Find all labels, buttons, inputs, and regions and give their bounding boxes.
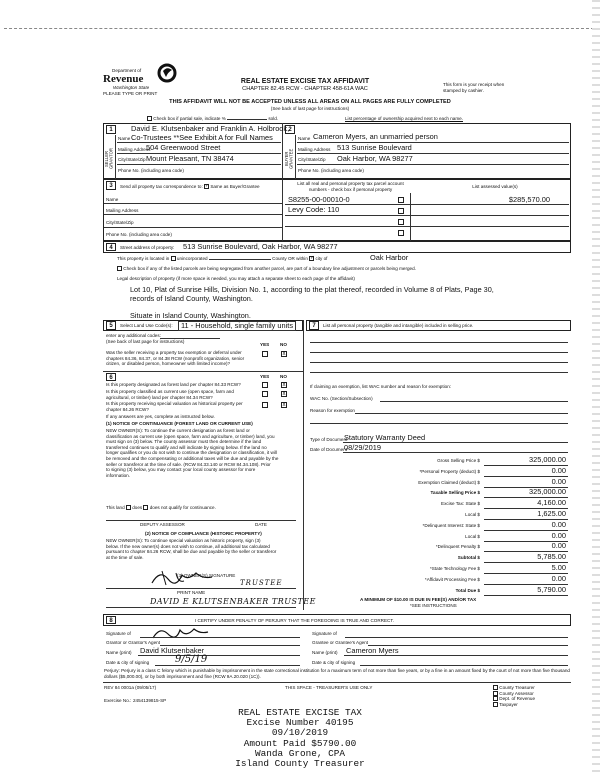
- p1-line: NEW OWNER(S): To continue the current designation as forest land or: [106, 428, 250, 433]
- fee-row-value[interactable]: 0.00: [551, 530, 566, 540]
- unincorporated-label: unincorporated: [176, 256, 208, 261]
- fee-row-label: Exemption Claimed (deduct) $: [418, 479, 480, 485]
- seller-mail[interactable]: 504 Greenwood Street: [146, 143, 221, 152]
- additional-codes-label: enter any additional codes:: [106, 333, 161, 338]
- rev-number: REV 84 0001a (09/05/17): [104, 685, 157, 690]
- seller-phone-label: Phone No. (including area code): [118, 168, 184, 173]
- personal-property-label: List all personal property (tangible and intangible) included in selling price.: [323, 323, 474, 328]
- land-use-select[interactable]: 11 - Household, single family units: [178, 321, 296, 331]
- legal-line-1: Lot 10, Plat of Sunrise Hills, Division No. 1, according to the plat thereof, recorded in Volume 8 of Plats, Page 30,: [130, 285, 494, 294]
- legal-desc-label: Legal description of property (if more space is needed, you may attach a separate sheet to each page of the affidavit): [117, 276, 355, 281]
- county-text: County OR within: [272, 256, 308, 261]
- parcel-header: List all real and personal property tax parcel account numbers - check box if personal property: [297, 181, 404, 192]
- fee-row-label: Gross Selling Price $: [437, 458, 480, 463]
- minimum-fee-note: A MINIMUM OF $10.00 IS DUE IN FEE(S) AND/OR TAX: [360, 597, 477, 602]
- p2-line: below. If the new owner(s) does not wish to continue, all additional tax calculated: [106, 543, 270, 549]
- fee-row-label: *Delinquent Interest: State $: [422, 522, 480, 528]
- location-row: [117, 256, 327, 262]
- land-use-see-back: (See back of last page for instructions): [106, 339, 185, 344]
- doc-type-label: Type of Document: [310, 437, 348, 442]
- grantor-date-label: Date & city of signing: [106, 660, 150, 665]
- section-7-number: 7: [309, 321, 319, 330]
- s6-q2-no-checkbox[interactable]: x: [282, 391, 286, 397]
- deputy-date-label: DATE: [255, 522, 267, 527]
- street-address-label: Street address of property:: [120, 245, 175, 250]
- fee-row-label: Taxable Selling Price $: [430, 490, 480, 496]
- stamp-line-6: Island County Treasurer: [235, 758, 365, 770]
- seller-mail-label: Mailing Address: [118, 147, 151, 152]
- does-label: does: [132, 505, 143, 510]
- section-3-number: 3: [106, 181, 116, 190]
- page-title: REAL ESTATE EXCISE TAX AFFIDAVIT: [240, 78, 370, 85]
- correspondence-row: [120, 184, 260, 190]
- s6-q3-no-checkbox[interactable]: x: [282, 402, 286, 408]
- correspondence-label: Send all property tax correspondence to:: [120, 184, 203, 189]
- fee-row-label: *Personal Property (deduct) $: [419, 468, 480, 474]
- fee-row-value[interactable]: 0.00: [551, 476, 566, 486]
- p1-line: classification as current use (open space, farm and agriculture, or timber) land, you: [106, 433, 275, 439]
- s6-yes-header: YES: [260, 374, 270, 379]
- excise-no-label: Exercise No.:: [104, 698, 132, 703]
- does-qualify-checkbox[interactable]: [126, 505, 131, 510]
- print-note: PLEASE TYPE OR PRINT: [103, 91, 158, 96]
- qualify-text: This land: [106, 505, 125, 510]
- exemption-question: Was the seller receiving a property tax exemption or deferral under chapters 84.36, 84.37, or 84.38 RCW (nonprofit organization, senior citizen, or disabled person, homeowner with limited income)?: [106, 350, 245, 367]
- print-name-label: PRINT NAME: [177, 590, 206, 595]
- city-of-checkbox[interactable]: ✓: [310, 255, 315, 262]
- buyer-name[interactable]: Cameron Myers, an unmarried person: [313, 132, 438, 141]
- value-header: List assessed value(s): [472, 184, 518, 189]
- see-back-note: (See back of last page for instructions): [270, 106, 350, 111]
- current-use-question: Is this property classified as current use (open space, farm and agricultural, or timber) land per chapter 84.34 RCW?: [106, 389, 234, 400]
- reason-label: Reason for exemption: [310, 408, 355, 413]
- p1-line: to signing (3) below, you may contact your local county assessor for more: [106, 467, 256, 473]
- s6-q1-yes-checkbox[interactable]: [262, 382, 268, 388]
- section-5-number: 5: [106, 321, 116, 330]
- parcel-personal-checkbox[interactable]: [398, 197, 404, 203]
- same-as-buyer-label: Same as Buyer/Grantee: [210, 184, 260, 189]
- wac-label: WAC No. (Section/Subsection): [310, 396, 373, 401]
- dor-logo-icon: [157, 63, 177, 83]
- s6-no-header: NO: [280, 374, 287, 379]
- buyer-phone-label: Phone No. (including area code): [298, 168, 364, 173]
- warning-text: THIS AFFIDAVIT WILL NOT BE ACCEPTED UNLESS ALL AREAS ON ALL PAGES ARE FULLY COMPLETED: [169, 99, 451, 105]
- fee-row-label: *Delinquent Penalty $: [435, 544, 480, 550]
- p1-line: longer qualifies or you do not wish to continue the designation or classification, it will: [106, 450, 277, 456]
- corr-name-label: Name: [106, 197, 119, 202]
- partial-sale-checkbox[interactable]: [147, 116, 152, 121]
- fee-row-value[interactable]: 0.00: [551, 465, 566, 475]
- fee-row-label: *Affidavit Processing Fee $: [424, 576, 480, 582]
- section-2-number: 2: [285, 125, 295, 134]
- ownership-note: List percentage of ownership acquired next to each name.: [345, 116, 463, 121]
- s6-q1-no-checkbox[interactable]: x: [282, 382, 286, 388]
- corr-mail-label: Mailing Address: [106, 208, 139, 213]
- levy-personal-checkbox[interactable]: [398, 208, 404, 214]
- copy-county-assessor: County Assessor: [499, 690, 534, 696]
- p1-line: transferred continues to qualify and will indicate by signing below. If the land no: [106, 444, 267, 450]
- stamp-line-4: Amount Paid $5790.00: [243, 737, 357, 749]
- p1-line: seller or transferor at the time of sale. (RCW 84.33.140 or RCW 84.34.108). Prior: [106, 461, 271, 467]
- grantee-date-label: Date & city of signing: [312, 660, 356, 665]
- treasurer-only: THIS SPACE - TREASURER'S USE ONLY: [285, 685, 373, 690]
- seller-city-label: City/State/Zip: [118, 157, 146, 162]
- stamp-line-2: Excise Number 40195: [246, 717, 354, 729]
- section-4-number: 4: [106, 243, 116, 251]
- buyer-city[interactable]: Oak Harbor, WA 98277: [337, 154, 413, 163]
- grantee-name[interactable]: Cameron Myers: [346, 646, 399, 655]
- s6-q3-yes-checkbox[interactable]: [262, 402, 268, 408]
- section-1-number: 1: [106, 125, 116, 134]
- owner-print-name: DAVID E KLUTSENBAKER TRUSTEE: [150, 597, 316, 606]
- street-address[interactable]: 513 Sunrise Boulevard, Oak Harbor, WA 98277: [183, 242, 338, 251]
- fee-row-label: Subtotal $: [457, 555, 480, 561]
- section-8-number: 8: [106, 616, 116, 624]
- if-yes-note: If any answers are yes, complete as instructed below.: [106, 414, 215, 419]
- grantor-print-label: Name (print): [106, 650, 132, 655]
- fee-row-value[interactable]: 325,000.00: [529, 455, 566, 464]
- dept-revenue: Revenue: [103, 72, 144, 85]
- legal-line-2: records of Island County, Washington.: [130, 294, 253, 303]
- fee-row-label: Excise Tax: State $: [441, 501, 480, 507]
- compliance-heading: (2) NOTICE OF COMPLIANCE (HISTORIC PROPERTY): [145, 531, 262, 536]
- fee-row-label: Local $: [465, 533, 480, 539]
- sold-label: sold.: [268, 116, 279, 121]
- segregated-text: Check box if any of the listed parcels are being segregated from another parcel, are part of a boundary line adjustment or parcels being merged.: [123, 266, 416, 271]
- fee-row-label: *State Technology Fee $: [430, 566, 480, 571]
- p1-line: must sign on (3) below. The county assessor must then determine if the land: [106, 439, 262, 445]
- seller-name-label: Name: [118, 136, 131, 141]
- grantee-sig-label: Signature of: [312, 631, 337, 636]
- s5-q1-no-checkbox[interactable]: x: [282, 351, 286, 357]
- grantor-name[interactable]: David Klutsenbaker: [140, 646, 205, 655]
- row4-checkbox[interactable]: [398, 230, 404, 236]
- partial-sale-label: Check box if partial sale, indicate %: [153, 116, 226, 121]
- doc-date[interactable]: 08/29/2019: [344, 443, 381, 452]
- stamp-line-5: Wanda Grone, CPA: [254, 747, 345, 759]
- buyer-name-label: Name: [298, 136, 311, 141]
- corr-phone-label: Phone No. (including area code): [106, 232, 172, 237]
- copy-distribution: [493, 685, 535, 707]
- p2-line: NEW OWNER(S): To continue special valuation as historic property, sign (3): [106, 538, 261, 543]
- historic-question: Is this property receiving special valuation as historical property per chapter 84.26 RCW?: [106, 401, 243, 412]
- forest-question: Is this property designated as forest land per chapter 84.33 RCW?: [106, 382, 241, 387]
- doc-type[interactable]: Statutory Warranty Deed: [344, 433, 426, 442]
- dept-state: Washington State: [113, 84, 150, 90]
- s6-q2-yes-checkbox[interactable]: [262, 391, 268, 397]
- copy-county-treasurer: County Treasurer: [499, 685, 535, 690]
- buyer-side-label: BUYER GRANTEE: [284, 148, 294, 170]
- copy-taxpayer: Taxpayer: [499, 701, 518, 707]
- fee-row-value[interactable]: 5,790.00: [537, 584, 566, 594]
- owner-signature: [148, 567, 218, 587]
- fee-row-value[interactable]: 0.00: [551, 573, 566, 583]
- fee-row-value[interactable]: 4,160.00: [537, 498, 566, 508]
- p2-line: pursuant to chapter 84.26 RCW, shall be due and payable by the seller or transferor: [106, 549, 277, 555]
- copy-dept-revenue: Dept. of Revenue: [499, 696, 536, 702]
- fee-row-label: Local $: [465, 512, 480, 517]
- fee-row-value[interactable]: 0.00: [551, 519, 566, 529]
- seller-city[interactable]: Mount Pleasant, TN 38474: [146, 154, 234, 163]
- owner-sig-title: TRUSTEE: [240, 579, 283, 587]
- legal-line-3: Situate in Island County, Washington.: [130, 311, 251, 320]
- does-not-qualify-checkbox[interactable]: [143, 505, 148, 510]
- scan-edge: [592, 0, 600, 776]
- corr-city-label: City/State/Zip: [106, 220, 134, 225]
- fee-row-label: Total Due $: [455, 587, 480, 593]
- see-instructions: *SEE INSTRUCTIONS: [410, 603, 457, 608]
- fee-row-value[interactable]: 0.00: [551, 541, 566, 551]
- p2-line: at the time of sale.: [106, 554, 144, 560]
- owner-signature-heading: (3) OWNER(S) SIGNATURE: [177, 573, 236, 578]
- s5-yes-header: YES: [260, 342, 270, 347]
- s5-no-header: NO: [280, 342, 287, 347]
- buyer-city-label: City/State/Zip: [298, 157, 326, 162]
- fee-row-line: [484, 595, 568, 596]
- property-city[interactable]: Oak Harbor: [370, 253, 409, 262]
- unincorporated-checkbox[interactable]: [171, 256, 176, 261]
- partial-sale-row: [147, 116, 278, 122]
- perjury-note: Perjury: Perjury is a class C felony which is punishable by imprisonment in the state correctional institution for a maximum term of not more than five years, or by a fine in an amount fixed by the court of not more than five thousand dollars ($5,000.00), or by both imprisonment and fine (RCW 9A.20.020 (1C)).: [104, 668, 570, 679]
- fee-row-value[interactable]: 1,625.00: [537, 509, 566, 518]
- treasurer-stamp: [180, 708, 420, 769]
- grantor-sig-label: Signature of: [106, 631, 131, 636]
- fee-row-value[interactable]: 5.00: [551, 563, 566, 572]
- land-use-label: Select Land Use Code(s):: [120, 323, 173, 328]
- seller-name[interactable]: David E. Klutsenbaker and Franklin A. Holbrook,: [131, 124, 290, 133]
- certify-text: I CERTIFY UNDER PENALTY OF PERJURY THAT THE FOREGOING IS TRUE AND CORRECT.: [195, 618, 394, 623]
- legal-description[interactable]: [130, 285, 494, 320]
- buyer-mail-label: Mailing Address: [298, 147, 331, 152]
- same-as-buyer-checkbox[interactable]: ✓: [205, 183, 210, 190]
- compliance-text: [106, 538, 298, 560]
- p1-line: information.: [106, 472, 131, 478]
- chapter-ref: CHAPTER 82.45 RCW - CHAPTER 458-61A WAC: [242, 86, 368, 92]
- grantee-print-label: Name (print): [312, 650, 338, 655]
- levy-code[interactable]: Levy Code: 110: [288, 205, 340, 214]
- p1-line: be removed and the compensating or additional taxes will be due and payable by the: [106, 455, 279, 461]
- qualify-row: [106, 505, 216, 511]
- fee-row-value[interactable]: 325,000.00: [529, 487, 566, 497]
- seller-side-label: SELLER GRANTOR: [104, 148, 114, 170]
- s5-q1-yes-checkbox[interactable]: [262, 351, 268, 357]
- grantor-agent-label: Grantor or Grantor's Agent: [106, 640, 160, 645]
- grantee-agent-label: Grantee or Grantee's Agent: [312, 640, 369, 645]
- fee-row-value[interactable]: 5,785.00: [537, 552, 566, 562]
- section-6-number: 6: [106, 373, 116, 381]
- stamp-line-1: REAL ESTATE EXCISE TAX: [238, 707, 362, 718]
- buyer-mail[interactable]: 513 Sunrise Boulevard: [337, 143, 412, 152]
- continuance-text: [106, 428, 298, 478]
- dept-line: Department of: [112, 68, 142, 73]
- assessed-value[interactable]: $285,570.00: [508, 195, 550, 204]
- doc-date-label: Date of Document: [310, 447, 348, 452]
- excise-no: 2454139815-SP: [133, 698, 167, 703]
- stamp-line-3: 09/10/2019: [271, 727, 329, 739]
- seller-name-2[interactable]: Co-Trustees **See Exhibit A for Full Names: [131, 133, 273, 142]
- city-of-label: city of: [315, 256, 328, 261]
- segregated-row: [117, 266, 416, 272]
- row3-checkbox[interactable]: [398, 219, 404, 225]
- parcel-number[interactable]: S8255-00-00010-0: [288, 195, 350, 204]
- location-text: This property is located in: [117, 256, 170, 261]
- grantor-date[interactable]: 9/5/19: [175, 654, 208, 665]
- continuance-heading: (1) NOTICE OF CONTINUANCE (FOREST LAND OR CURRENT USE): [106, 421, 253, 426]
- segregated-checkbox[interactable]: [117, 266, 122, 271]
- claim-exemption-label: If claiming an exemption, list WAC number and reason for exemption:: [310, 384, 452, 389]
- deputy-assessor-label: DEPUTY ASSESSOR: [140, 522, 185, 527]
- receipt-note: This form is your receipt when stamped by cashier.: [443, 82, 505, 93]
- does-not-label: does not qualify for continuance.: [149, 505, 216, 510]
